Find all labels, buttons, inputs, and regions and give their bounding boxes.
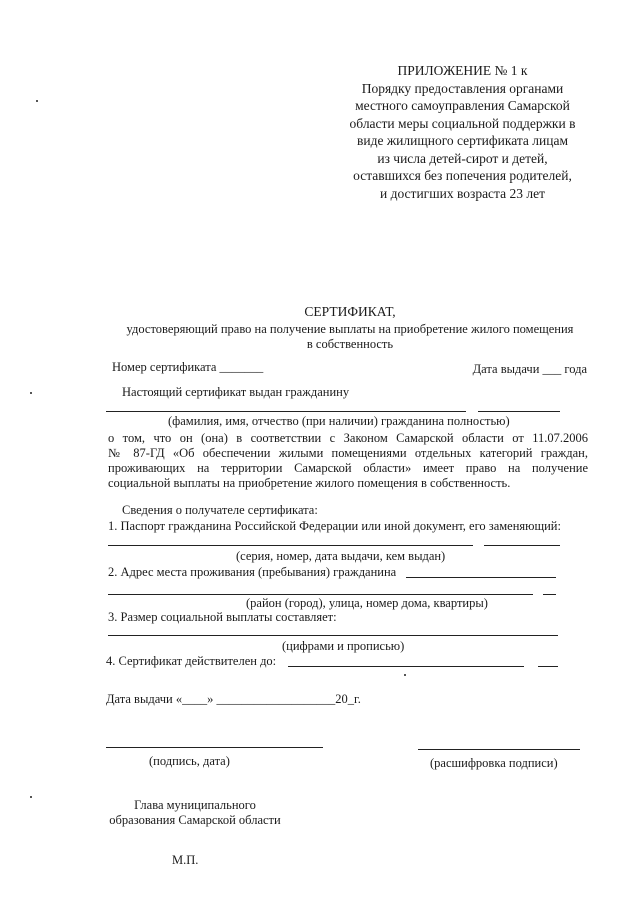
address-line bbox=[543, 594, 556, 595]
body-line: о том, что он (она) в соответствии с Законом Самарской области от 11.07.2006 bbox=[108, 431, 588, 445]
certificate-subtitle-2: в собственность bbox=[306, 337, 394, 351]
passport-line bbox=[108, 545, 473, 546]
name-caption: (фамилия, имя, отчество (при наличии) гражданина полностью) bbox=[168, 414, 510, 428]
annex-line: и достигших возраста 23 лет bbox=[380, 185, 545, 201]
passport-line bbox=[484, 545, 560, 546]
address-line bbox=[108, 594, 533, 595]
certificate-number-field: Номер сертификата _______ bbox=[112, 360, 264, 374]
payment-amount-line bbox=[108, 635, 558, 636]
name-line bbox=[106, 411, 466, 412]
annex-line: местного самоуправления Самарской bbox=[355, 98, 570, 113]
address-caption: (район (город), улица, номер дома, квартиры) bbox=[246, 596, 488, 610]
scan-speck bbox=[404, 674, 406, 676]
scan-speck bbox=[36, 100, 38, 102]
valid-until-line bbox=[288, 666, 524, 667]
annex-heading: ПРИЛОЖЕНИЕ № 1 к bbox=[397, 63, 528, 78]
signature-line bbox=[106, 747, 323, 748]
body-line: № 87-ГД «Об обеспечении жилыми помещениями отдельных категорий граждан, bbox=[108, 446, 588, 460]
valid-until-line bbox=[538, 666, 558, 667]
stamp-place: М.П. bbox=[172, 853, 199, 867]
issue-date-field: Дата выдачи ___ года bbox=[472, 362, 587, 376]
address-line bbox=[406, 577, 556, 578]
scan-speck bbox=[30, 392, 32, 394]
address-label: 2. Адрес места проживания (пребывания) гражданина bbox=[108, 565, 397, 579]
annex-line: области меры социальной поддержки в bbox=[349, 115, 576, 131]
scan-speck bbox=[30, 796, 32, 798]
payment-amount-label: 3. Размер социальной выплаты составляет: bbox=[108, 610, 337, 624]
valid-until-label: 4. Сертификат действителен до: bbox=[106, 654, 277, 668]
body-line: проживающих на территории Самарской области» имеет право на получение bbox=[108, 461, 588, 475]
passport-label: 1. Паспорт гражданина Российской Федерации или иной документ, его заменяющий: bbox=[108, 519, 561, 533]
head-title-2: образования Самарской области bbox=[109, 813, 281, 827]
name-line bbox=[478, 411, 560, 412]
certificate-subtitle: удостоверяющий право на получение выплаты на приобретение жилого помещения bbox=[126, 322, 574, 336]
issue-date-bottom: Дата выдачи «____» ___________________20_г. bbox=[106, 692, 361, 706]
passport-caption: (серия, номер, дата выдачи, кем выдан) bbox=[236, 549, 446, 563]
decoding-line bbox=[418, 749, 580, 750]
decoding-caption: (расшифровка подписи) bbox=[430, 756, 558, 770]
body-line: социальной выплаты на приобретение жилого помещения в собственность. bbox=[108, 476, 511, 490]
recipient-info-label: Сведения о получателе сертификата: bbox=[122, 503, 318, 517]
issued-to-label: Настоящий сертификат выдан гражданину bbox=[122, 385, 350, 399]
annex-line: Порядку предоставления органами bbox=[361, 80, 564, 96]
head-title: Глава муниципального bbox=[134, 798, 256, 812]
signature-caption: (подпись, дата) bbox=[149, 754, 230, 768]
certificate-title: СЕРТИФИКАТ, bbox=[304, 304, 396, 319]
annex-line: виде жилищного сертификата лицам bbox=[356, 133, 568, 148]
payment-amount-caption: (цифрами и прописью) bbox=[282, 639, 405, 653]
annex-line: из числа детей-сирот и детей, bbox=[377, 150, 548, 166]
annex-line: оставшихся без попечения родителей, bbox=[353, 168, 572, 183]
annex-block bbox=[330, 62, 595, 202]
